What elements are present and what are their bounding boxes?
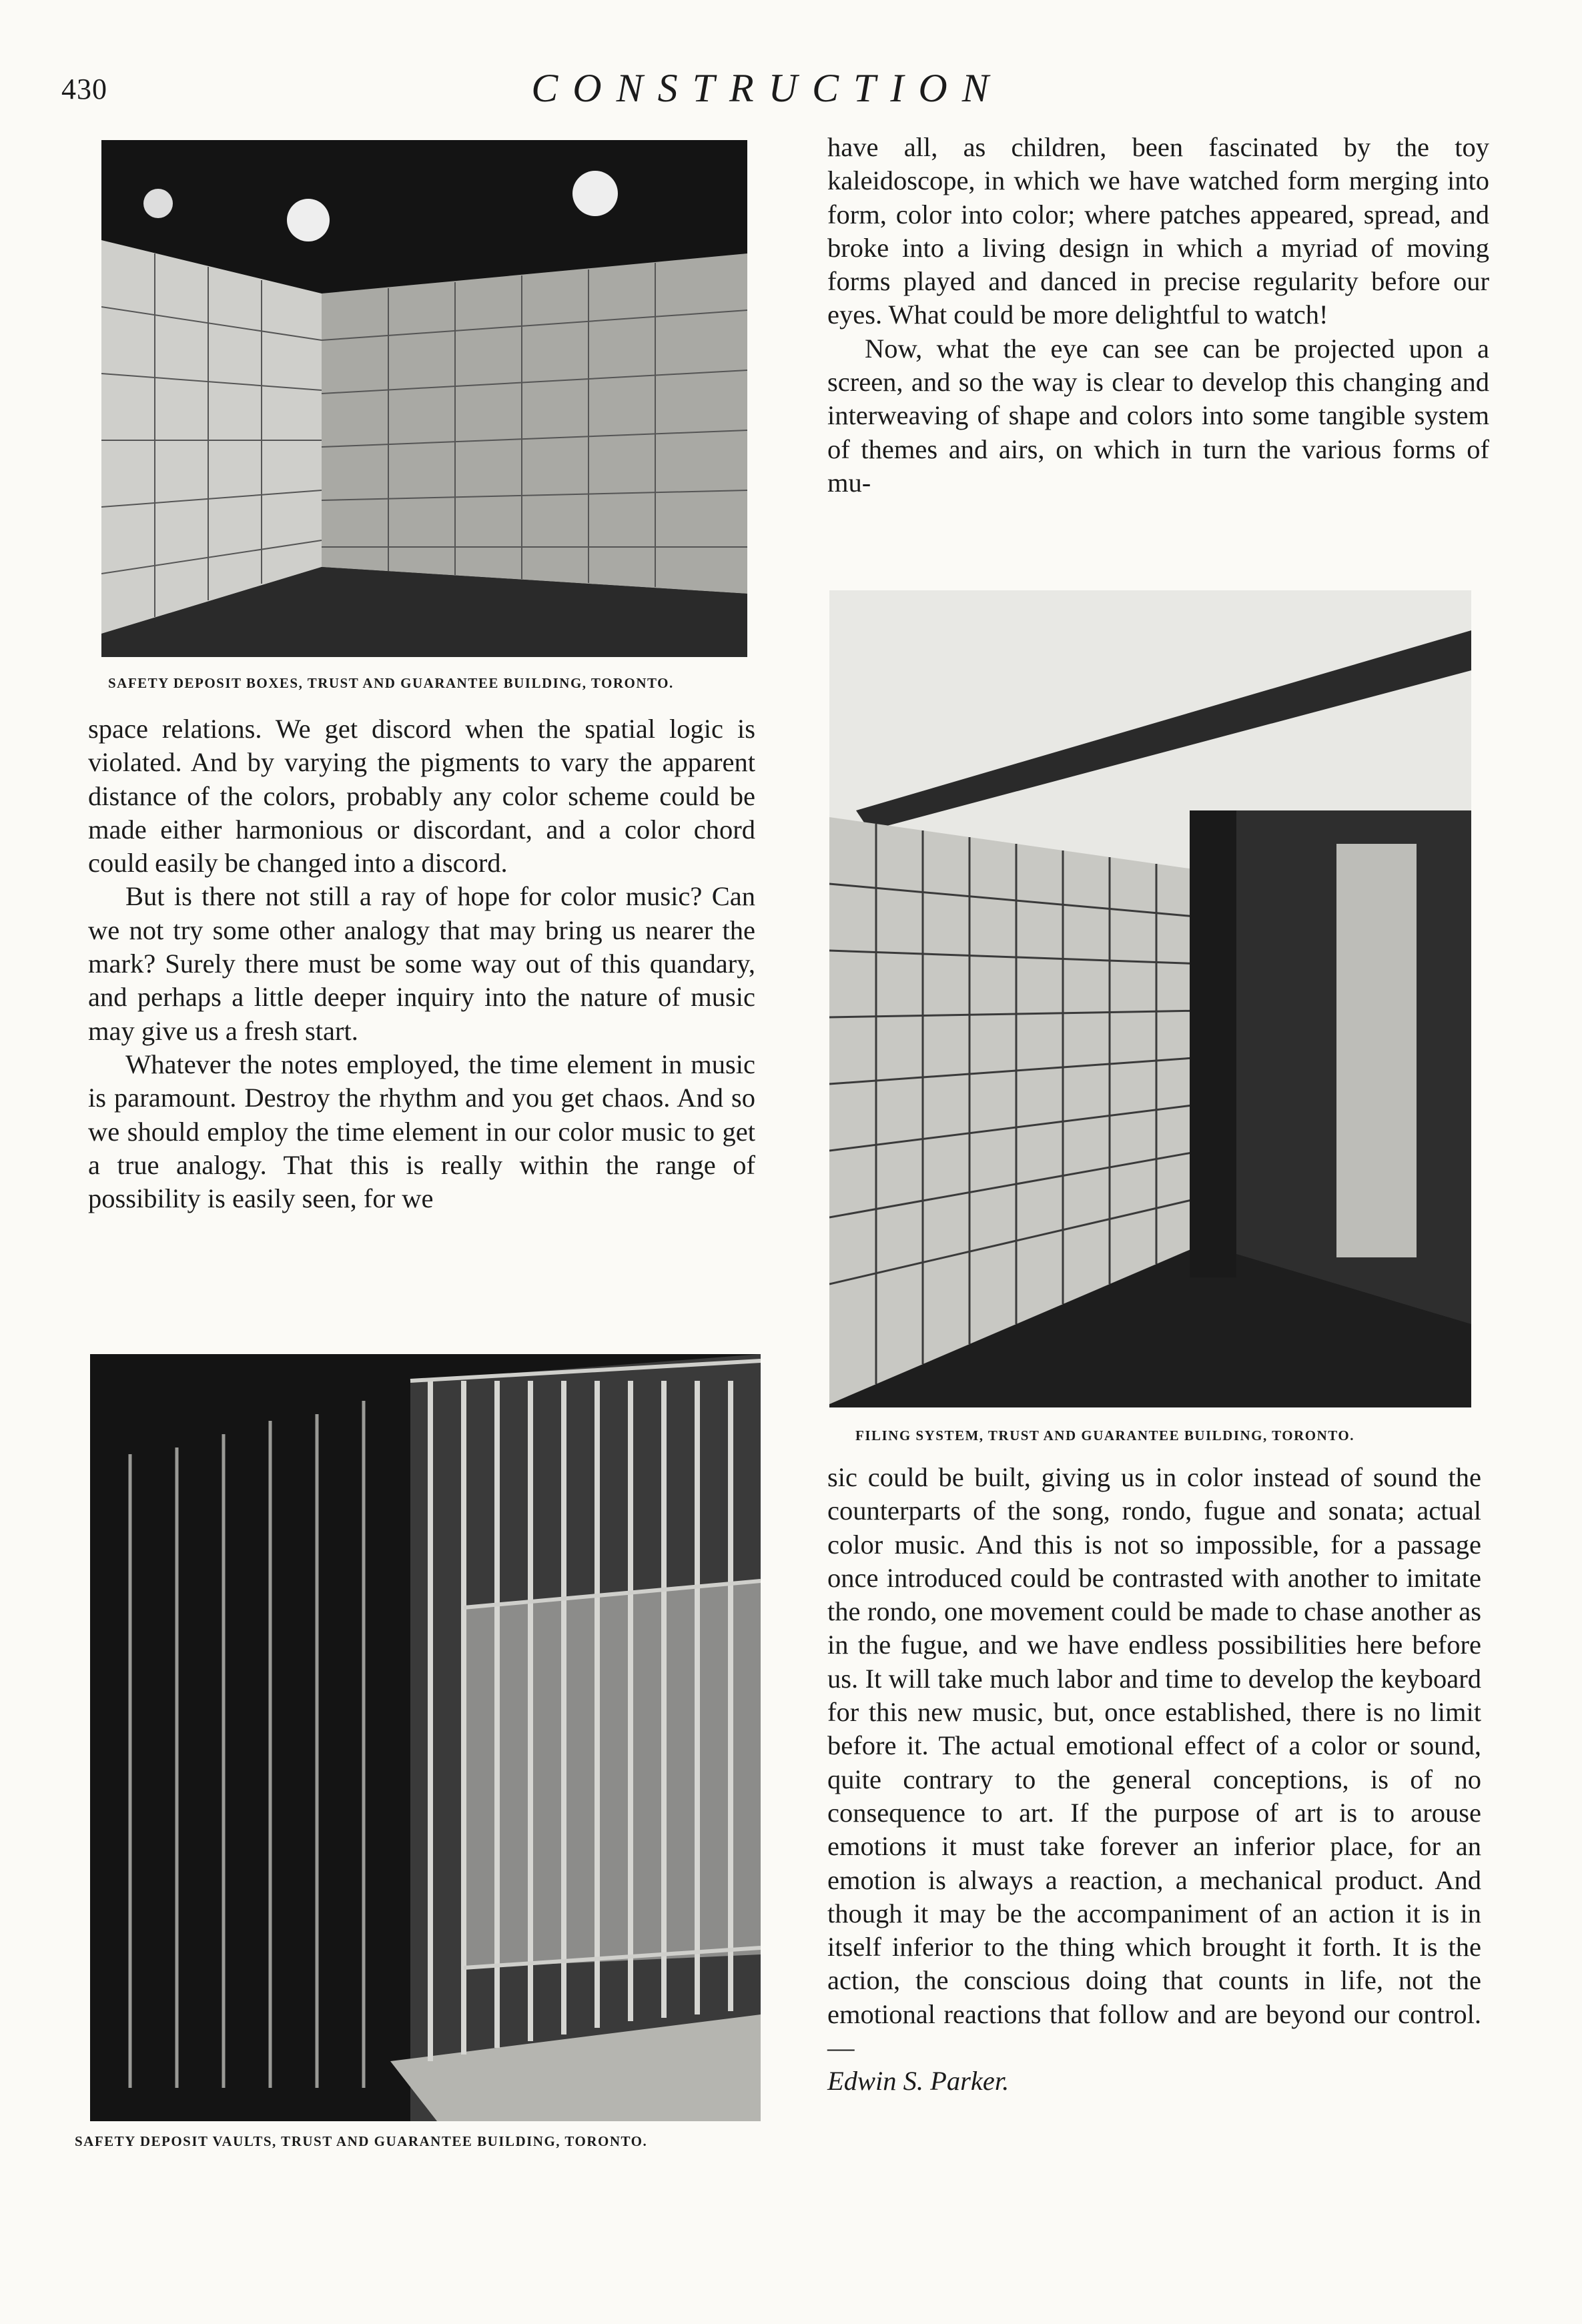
left-column-text	[88, 712, 755, 1215]
caption-safety-deposit-vaults: SAFETY DEPOSIT VAULTS, TRUST AND GUARANTEE BUILDING, TORONTO.	[75, 2133, 648, 2149]
paragraph: sic could be built, giving us in color instead of sound the counterparts of the song, rondo, fugue and sonata; actual color music. And this is not so impossible, for a passage once introduced could be contrasted with another to imitate the rondo, one movement could be made to chase another as in the fugue, and we have endless possibilities here before us. It will take much labor and time to develop the keyboard for this new music, but, once established, there is no limit before it. The actual emotional effect of a color or sound, quite contrary to the general conceptions, is of no consequence to art. If the purpose of art is to arouse emotions it must take forever an inferior place, for an emotion is always a reaction, a mechanical product. And though it may be the accompaniment of an action it is in itself inferior to the thing which brought it forth. It is the action, the conscious doing that counts in life, not the emotional reactions that follow and are beyond our control.—	[827, 1462, 1481, 2063]
running-title: CONSTRUCTION	[531, 66, 1004, 110]
caption-filing-system: FILING SYSTEM, TRUST AND GUARANTEE BUILDING, TORONTO.	[855, 1427, 1354, 1443]
author-signature: Edwin S. Parker.	[827, 2066, 1010, 2097]
paragraph: have all, as children, been fascinated by the toy kaleidoscope, in which we have watched form merging into form, color into color; where patches appeared, spread, and broke into a living design in which a myriad of moving forms played and danced in precise regularity before our eyes. What could be more delightful to watch!	[827, 132, 1489, 330]
photo-safety-deposit-vaults	[90, 1354, 761, 2121]
paragraph: Now, what the eye can see can be projected upon a screen, and so the way is clear to develop this changing and interweaving of shape and colors into some tangible system of themes and airs, on which in turn the various forms of mu-	[827, 333, 1489, 498]
photo-safety-deposit-boxes	[101, 140, 747, 657]
caption-safety-deposit-boxes: SAFETY DEPOSIT BOXES, TRUST AND GUARANTEE BUILDING, TORONTO.	[108, 675, 674, 691]
right-column-bottom-text	[827, 1461, 1481, 2099]
right-column-top-text	[827, 131, 1489, 500]
paragraph: space relations. We get discord when the spatial logic is violated. And by varying the pigments to vary the apparent distance of the colors, probably any color scheme could be made either harmonious or discordant, and a color chord could easily be changed into a discord.	[88, 714, 755, 879]
photo-filing-system	[829, 590, 1471, 1407]
paragraph: Whatever the notes employed, the time element in music is paramount. Destroy the rhythm and you get chaos. And so we should employ the time element in our color music to get a true analogy. That this is really within the range of possibility is easily seen, for we	[88, 1049, 755, 1214]
paragraph: But is there not still a ray of hope for color music? Can we not try some other analogy that may bring us nearer the mark? Surely there must be some way out of this quandary, and perhaps a little deeper inquiry into the nature of music may give us a fresh start.	[88, 881, 755, 1046]
page-number: 430	[61, 73, 107, 105]
